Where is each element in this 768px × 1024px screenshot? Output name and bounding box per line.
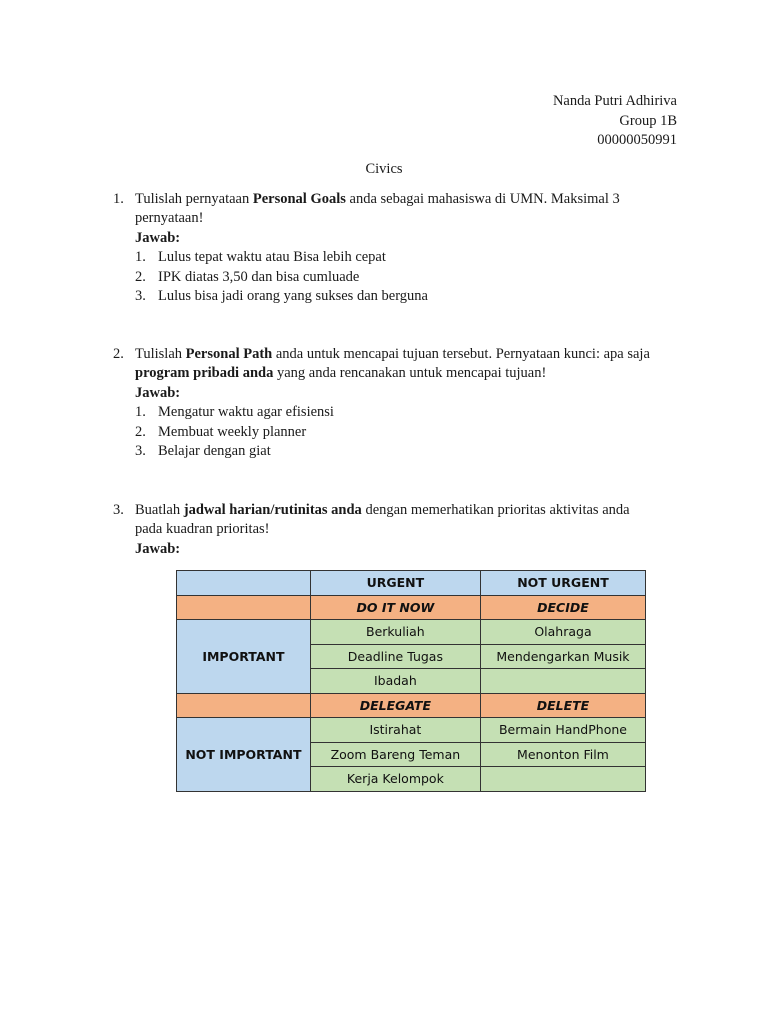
quadrant-do-it-now: DO IT NOW bbox=[310, 595, 480, 620]
answer-item: 1. Lulus tepat waktu atau Bisa lebih cepat bbox=[135, 249, 386, 266]
quadrant-spacer-cell bbox=[177, 693, 311, 718]
task-cell: Kerja Kelompok bbox=[310, 767, 480, 792]
quadrant-row bbox=[177, 693, 646, 718]
author-name: Nanda Putri Adhiriva bbox=[552, 93, 677, 109]
quadrant-row bbox=[177, 595, 646, 620]
quadrant-decide: DECIDE bbox=[480, 595, 645, 620]
question-1 bbox=[113, 190, 658, 306]
task-cell: Istirahat bbox=[310, 718, 480, 743]
question-number: 2. bbox=[113, 346, 124, 362]
question-3 bbox=[113, 501, 658, 559]
answer-list bbox=[135, 248, 658, 306]
task-cell bbox=[480, 669, 645, 694]
quadrant-delegate: DELEGATE bbox=[310, 693, 480, 718]
quadrant-delete: DELETE bbox=[480, 693, 645, 718]
task-cell: Zoom Bareng Teman bbox=[310, 742, 480, 767]
task-cell: Ibadah bbox=[310, 669, 480, 694]
task-cell: Olahraga bbox=[480, 620, 645, 645]
answer-label: Jawab: bbox=[135, 540, 181, 557]
matrix-header-row bbox=[177, 571, 646, 596]
table-row bbox=[177, 620, 646, 645]
table-row bbox=[177, 718, 646, 743]
answer-item: 2. IPK diatas 3,50 dan bisa cumluade bbox=[135, 268, 360, 285]
column-header-not-urgent: NOT URGENT bbox=[480, 571, 645, 596]
task-cell: Bermain HandPhone bbox=[480, 718, 645, 743]
author-header bbox=[553, 92, 677, 151]
answer-item: 3. Lulus bisa jadi orang yang sukses dan berguna bbox=[135, 288, 428, 305]
student-id: 00000050991 bbox=[597, 132, 677, 148]
priority-matrix-table bbox=[176, 570, 646, 792]
author-group: Group 1B bbox=[619, 112, 677, 129]
matrix-corner-cell bbox=[177, 571, 311, 596]
question-2 bbox=[113, 345, 658, 461]
question-text: Buatlah jadwal harian/rutinitas anda dengan memerhatikan prioritas aktivitas anda pada kuadran prioritas! bbox=[135, 502, 630, 538]
question-text: Tulislah pernyataan Personal Goals anda sebagai mahasiswa di UMN. Maksimal 3 pernyataan! bbox=[135, 191, 620, 227]
answer-item: 2. Membuat weekly planner bbox=[135, 423, 307, 440]
question-number: 3. bbox=[113, 502, 124, 518]
document-title: Civics bbox=[365, 161, 403, 177]
answer-item: 3. Belajar dengan giat bbox=[135, 443, 271, 460]
answer-label: Jawab: bbox=[135, 229, 181, 246]
quadrant-spacer-cell bbox=[177, 595, 311, 620]
task-cell: Mendengarkan Musik bbox=[480, 644, 645, 669]
answer-list bbox=[135, 403, 658, 461]
task-cell bbox=[480, 767, 645, 792]
task-cell: Berkuliah bbox=[310, 620, 480, 645]
row-header-important: IMPORTANT bbox=[177, 620, 311, 694]
answer-item: 1. Mengatur waktu agar efisiensi bbox=[135, 404, 334, 421]
column-header-urgent: URGENT bbox=[310, 571, 480, 596]
row-header-not-important: NOT IMPORTANT bbox=[177, 718, 311, 792]
question-number: 1. bbox=[113, 191, 124, 207]
question-text: Tulislah Personal Path anda untuk mencapai tujuan tersebut. Pernyataan kunci: apa saja program pribadi anda yang anda rencanakan untuk mencapai tujuan! bbox=[135, 346, 650, 382]
task-cell: Deadline Tugas bbox=[310, 644, 480, 669]
answer-label: Jawab: bbox=[135, 384, 181, 401]
task-cell: Menonton Film bbox=[480, 742, 645, 767]
